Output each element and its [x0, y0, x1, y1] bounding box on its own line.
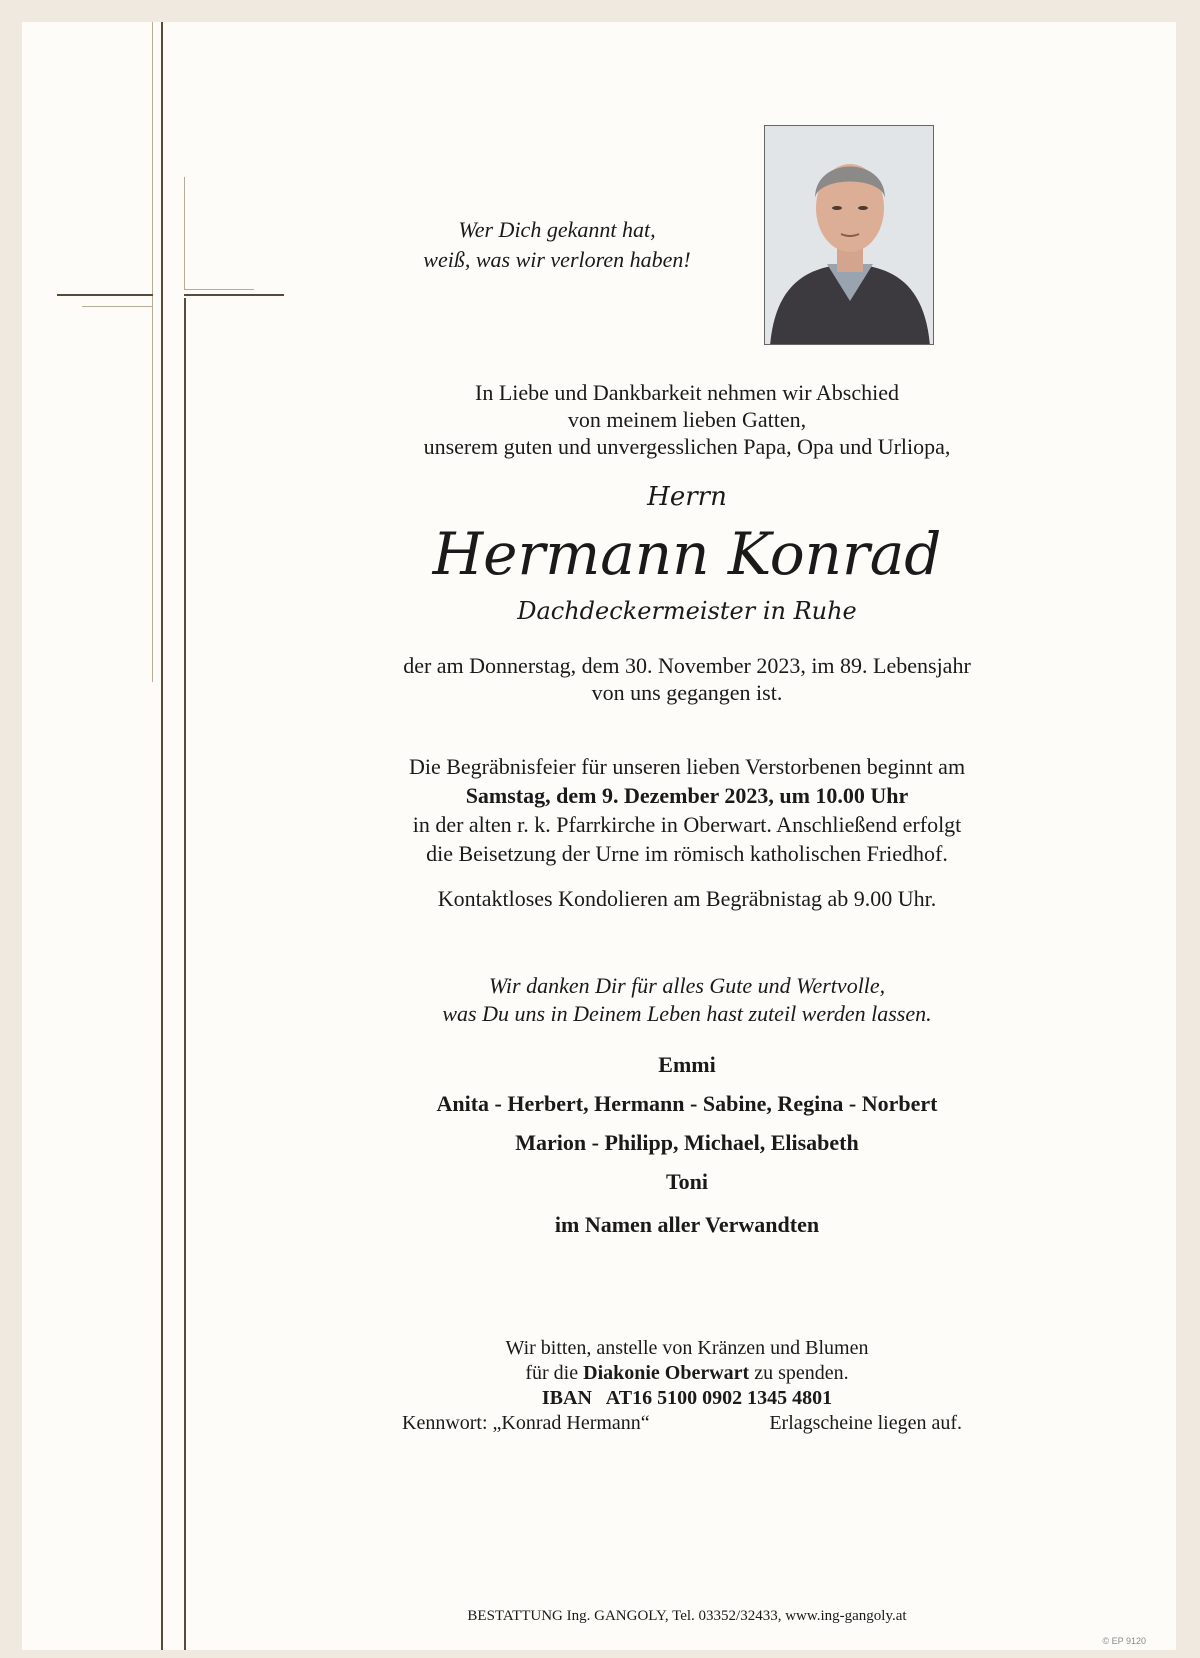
- portrait-icon: [765, 126, 934, 345]
- family-line-1: Emmi: [658, 1052, 716, 1077]
- print-stamp: © EP 9120: [1102, 1636, 1146, 1646]
- portrait-photo: [764, 125, 934, 345]
- funeral-date: Samstag, dem 9. Dezember 2023, um 10.00 Uhr: [465, 783, 909, 808]
- funeral-info: [362, 752, 1012, 868]
- top-quote: [362, 215, 752, 275]
- funeral-line-4: die Beisetzung der Urne im römisch katholischen Friedhof.: [426, 841, 948, 866]
- salutation: Herrn: [647, 482, 727, 512]
- donation-line-1: Wir bitten, anstelle von Kränzen und Blumen: [505, 1337, 869, 1359]
- donation-recipient: Diakonie Oberwart: [583, 1362, 750, 1384]
- family-line-3: Marion - Philipp, Michael, Elisabeth: [515, 1130, 859, 1155]
- occupation: Dachdeckermeister in Ruhe: [517, 597, 857, 625]
- donation-footer-row: [362, 1411, 1012, 1436]
- funeral-line-1: Die Begräbnisfeier für unseren lieben Verstorbenen beginnt am: [408, 754, 966, 779]
- bottom-quote: [362, 972, 1012, 1028]
- donation-keyword: Kennwort: „Konrad Hermann“: [402, 1412, 650, 1434]
- family-line-4: Toni: [665, 1169, 708, 1194]
- donation-post: zu spenden.: [749, 1362, 849, 1384]
- deceased-name: Hermann Konrad: [432, 520, 942, 588]
- intro-text: [362, 379, 1012, 460]
- funeral-line-3: in der alten r. k. Pfarrkirche in Oberwart. Anschließend erfolgt: [412, 812, 962, 837]
- top-quote-line-2: weiß, was wir verloren haben!: [423, 247, 691, 272]
- donation-info: [362, 1336, 1012, 1436]
- donation-pre: für die: [525, 1362, 584, 1384]
- funeral-home-footer: BESTATTUNG Ing. GANGOLY, Tel. 03352/32433, www.ing-gangoly.at: [467, 1608, 907, 1624]
- death-notice-line-2: von uns gegangen ist.: [591, 680, 783, 705]
- intro-line-2: von meinem lieben Gatten,: [567, 407, 807, 432]
- intro-line-3: unserem guten und unvergesslichen Papa, Opa und Urliopa,: [423, 434, 951, 459]
- family-line-2: Anita - Herbert, Hermann - Sabine, Regina - Norbert: [436, 1091, 938, 1116]
- intro-line-1: In Liebe und Dankbarkeit nehmen wir Abschied: [475, 380, 899, 405]
- donation-iban: IBAN AT16 5100 0902 1345 4801: [541, 1387, 833, 1409]
- donation-forms: Erlagscheine liegen auf.: [769, 1412, 962, 1434]
- death-notice-line-1: der am Donnerstag, dem 30. November 2023, im 89. Lebensjahr: [403, 653, 971, 678]
- family-list: [362, 1052, 1012, 1208]
- top-quote-line-1: Wer Dich gekannt hat,: [458, 217, 656, 242]
- condolence-note: Kontaktloses Kondolieren am Begräbnistag ab 9.00 Uhr.: [437, 886, 937, 911]
- bottom-quote-line-1: Wir danken Dir für alles Gute und Wertvolle,: [488, 973, 886, 998]
- death-notice: [362, 652, 1012, 706]
- bottom-quote-line-2: was Du uns in Deinem Leben hast zuteil werden lassen.: [442, 1001, 932, 1026]
- donation-line-2: [362, 1361, 1012, 1386]
- obituary-page: [22, 22, 1176, 1650]
- relatives-line: im Namen aller Verwandten: [554, 1212, 820, 1237]
